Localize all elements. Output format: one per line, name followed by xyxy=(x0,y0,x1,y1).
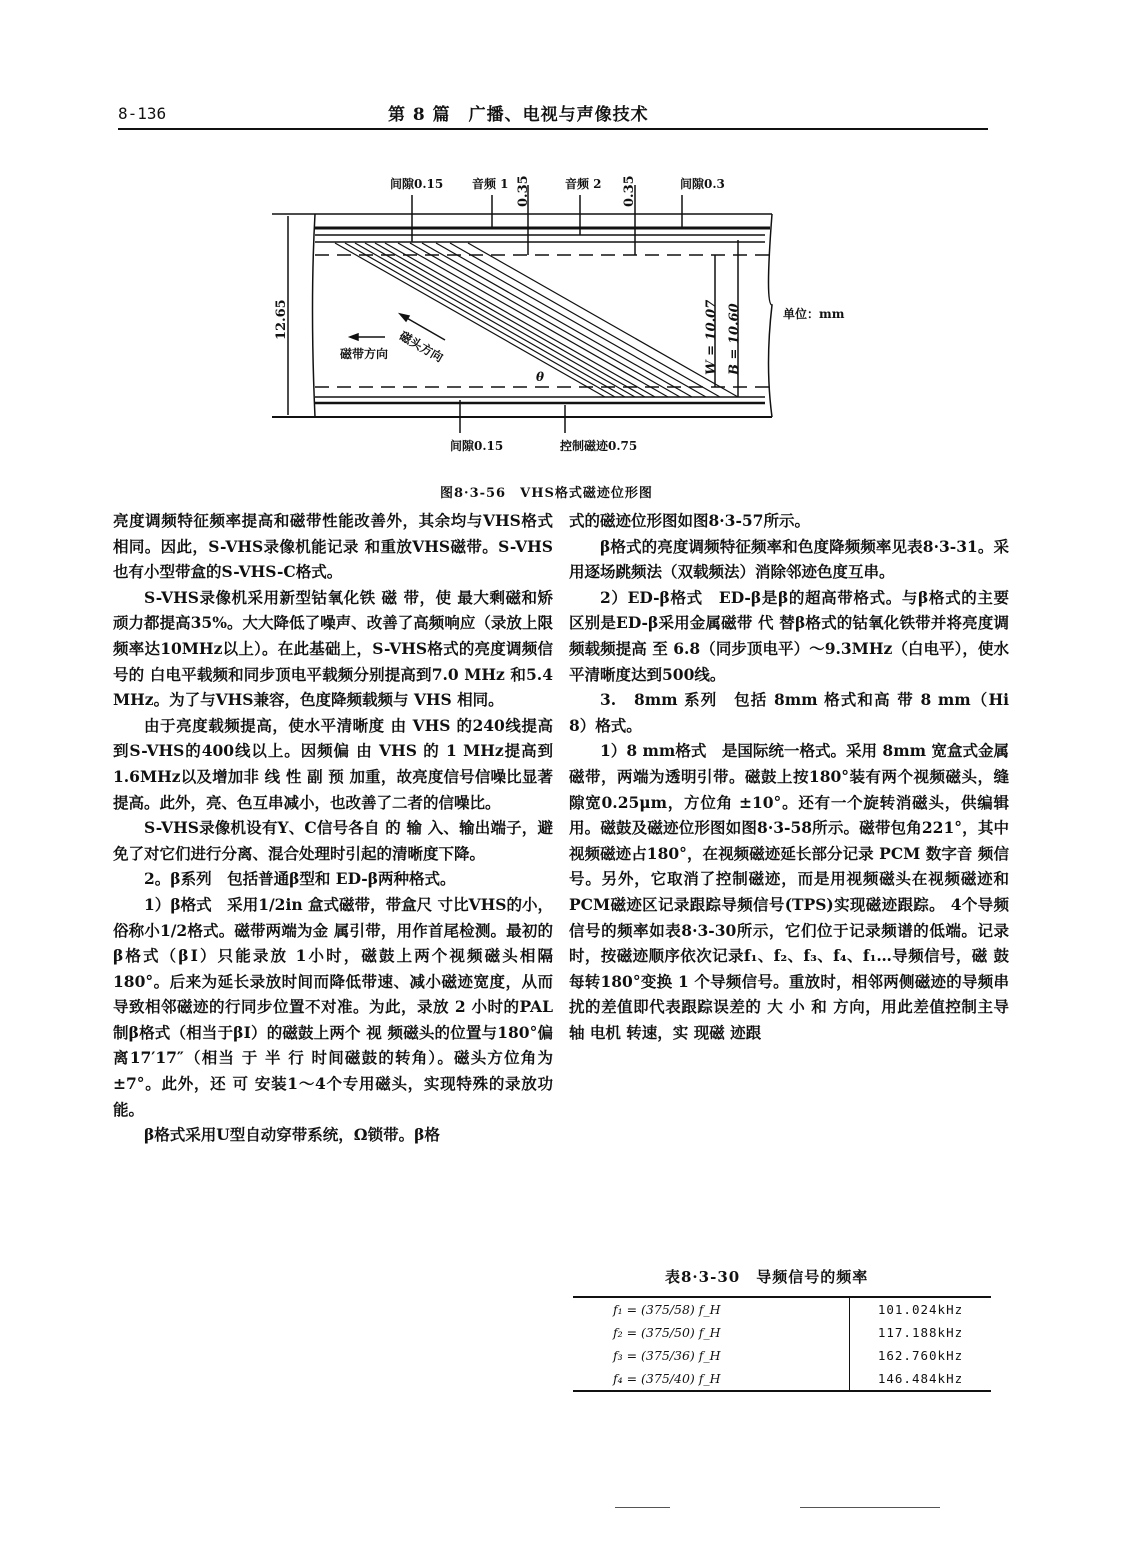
video-track xyxy=(398,243,668,397)
vhs-track-diagram xyxy=(260,165,900,465)
footer-rule-right xyxy=(800,1507,940,1508)
page-header xyxy=(118,100,988,130)
label-height-total: 12.65 xyxy=(274,299,289,340)
label-w-dim: W = 10.07 xyxy=(704,299,719,375)
label-audio1: 音频 1 xyxy=(472,177,509,191)
paragraph: β格式的亮度调频特征频率和色度降频频率见表8·3-31。采用逐场跳频法（双载频法）消除邻迹色度互串。 xyxy=(569,536,1009,582)
right-column xyxy=(569,508,1009,1045)
formula-cell: f₄ = (375/40) f_H xyxy=(573,1367,850,1391)
running-title: 第 8 篇 广播、电视与声像技术 xyxy=(388,105,649,125)
video-track xyxy=(385,243,655,397)
paragraph: 1）8 mm格式 是国际统一格式。采用 8mm 宽盒式金属磁带，两端为透明引带。磁鼓上按180°装有两个视频磁头，缝隙宽0.25μm，方位角 ±10°。还有一个旋转消磁头，供编辑用。磁鼓及磁迹位形图如图8·3-58所示。磁带包角221°，其中视频磁迹占180°，在视频磁迹延长部分记录 PCM 数字音 频信号。另外，它取消了控制磁迹，而是用视频磁头在视频磁迹和PCM磁迹区记录跟踪导频信号(TPS)实现磁迹跟踪。 4个导频信号的频率如表8·3-30所示，它们位于记录频谱的低端。记录时，按磁迹顺序依次记录f₁、f₂、f₃、f₄、f₁…导频信号，磁 鼓每转180°变换 1 个导频信号。重放时，相邻两侧磁迹的导频串扰的差值即代表跟踪误差的 大 小 和 方向，用此差值控制主导轴 电机 转速，实 现磁 迹跟 xyxy=(569,741,1009,1042)
video-track xyxy=(335,243,605,397)
formula-cell: f₁ = (375/58) f_H xyxy=(573,1297,850,1321)
value-cell: 146.484kHz xyxy=(877,1371,964,1386)
figure-caption: 图8·3-56 VHS格式磁迹位形图 xyxy=(440,486,653,501)
table-title: 表8·3-30 导频信号的频率 xyxy=(665,1268,869,1286)
table-row xyxy=(573,1297,991,1321)
tape-left-break xyxy=(313,214,316,417)
label-gap-top-right: 间隙0.3 xyxy=(680,177,725,191)
label-dim-035-b: 0.35 xyxy=(622,175,637,207)
paragraph: 1）β格式 采用1/2in 盒式磁带，带盒尺 寸比VHS的小，俗称小1/2格式。磁带两端为金 属引带，用作首尾检测。最初的β格式（βⅠ）只能录放 1小时，磁鼓上两个视频磁头相隔180°。后来为延长录放时间而降低带速、减小磁迹宽度，从而导致相邻磁迹的行同步位置不对准。为此，录放 2 小时的PAL制β格式（相当于βⅠ）的磁鼓上两个 视 频磁头的位置与180°偏离17′17″（相当 于 半 行 时间磁鼓的转角）。磁头方位角为±7°。此外，还 可 安装1～4个专用磁头，实现特殊的录放功能。 xyxy=(113,894,553,1119)
section-heading: 3. 8mm 系列 包括 8mm 格式和高 带 8 mm（Hi 8）格式。 xyxy=(569,690,1009,735)
paragraph: β格式采用U型自动穿带系统，Ω锁带。β格 xyxy=(144,1125,440,1145)
footer-rule-left xyxy=(615,1507,670,1508)
formula-cell: f₂ = (375/50) f_H xyxy=(573,1321,850,1344)
label-audio2: 音频 2 xyxy=(565,177,602,191)
video-track xyxy=(422,243,692,397)
page-number: 8-136 xyxy=(118,104,167,123)
paragraph: 由于亮度载频提高，使水平清晰度 由 VHS 的240线提高到S-VHS的400线以上。因频偏 由 VHS 的 1 MHz提高到1.6MHz以及增加非 线 性 副 预 加重，故亮度信号信噪比显著提高。此外，亮、色互串减小，也改善了二者的信噪比。 xyxy=(113,715,553,812)
value-cell: 117.188kHz xyxy=(877,1325,964,1340)
header-rule xyxy=(118,128,988,130)
video-track xyxy=(375,243,645,397)
label-dim-035-a: 0.35 xyxy=(516,175,531,207)
video-track xyxy=(436,243,706,397)
paragraph: S-VHS录像机采用新型钴氧化铁 磁 带，使 最大剩磁和矫顽力都提高35%。大大降低了噪声、改善了高频响应（录放上限频率达10MHz以上）。在此基础上，S-VHS格式的亮度调频信号的 白电平载频和同步顶电平载频分别提高到7.0 MHz 和5.4 MHz。为了与VHS兼容，色度降频载频与 VHS 相同。 xyxy=(113,587,553,710)
table-row xyxy=(573,1367,991,1391)
paragraph: 式的磁迹位形图如图8·3-57所示。 xyxy=(569,511,810,530)
value-cell: 101.024kHz xyxy=(877,1302,964,1317)
label-gap-bottom: 间隙0.15 xyxy=(450,439,504,453)
paragraph: S-VHS录像机设有Y、C信号各自 的 输 入、输出端子，避免了对它们进行分离、混合处理时引起的清晰度下降。 xyxy=(113,818,553,863)
table-row xyxy=(573,1344,991,1367)
pilot-frequency-table xyxy=(573,1296,991,1392)
paragraph: 亮度调频特征频率提高和磁带性能改善外，其余均与VHS格式相同。因此，S-VHS录像机能记录 和重放VHS磁带。S-VHS也有小型带盒的S-VHS-C格式。 xyxy=(113,511,553,582)
label-tape-direction: 磁带方向 xyxy=(340,347,389,361)
label-control-track: 控制磁迹0.75 xyxy=(560,439,638,453)
video-track xyxy=(345,243,615,397)
video-track xyxy=(468,243,738,397)
video-track xyxy=(410,243,680,397)
label-head-direction: 磁头方向 xyxy=(397,328,446,365)
tape-right-break xyxy=(769,214,773,417)
tape-direction-arrowhead xyxy=(350,334,358,340)
label-theta: θ xyxy=(536,370,545,384)
formula-cell: f₃ = (375/36) f_H xyxy=(573,1344,850,1367)
section-heading: 2。β系列 包括普通β型和 ED-β两种格式。 xyxy=(144,869,456,889)
head-direction-arrowhead xyxy=(400,314,409,321)
label-gap-top: 间隙0.15 xyxy=(390,177,444,191)
paragraph: 2）ED-β格式 ED-β是β的超高带格式。与β格式的主要区别是ED-β采用金属磁带 代 替β格式的钴氧化铁带并将亮度调频载频提高 至 6.8（同步顶电平）～9.3MHz（白电平），使水平清晰度达到500线。 xyxy=(569,587,1009,684)
label-unit: 单位：mm xyxy=(783,307,845,321)
label-b-dim: B = 10.60 xyxy=(727,303,742,375)
value-cell: 162.760kHz xyxy=(877,1348,964,1363)
left-column xyxy=(113,508,553,1148)
table-row xyxy=(573,1321,991,1344)
